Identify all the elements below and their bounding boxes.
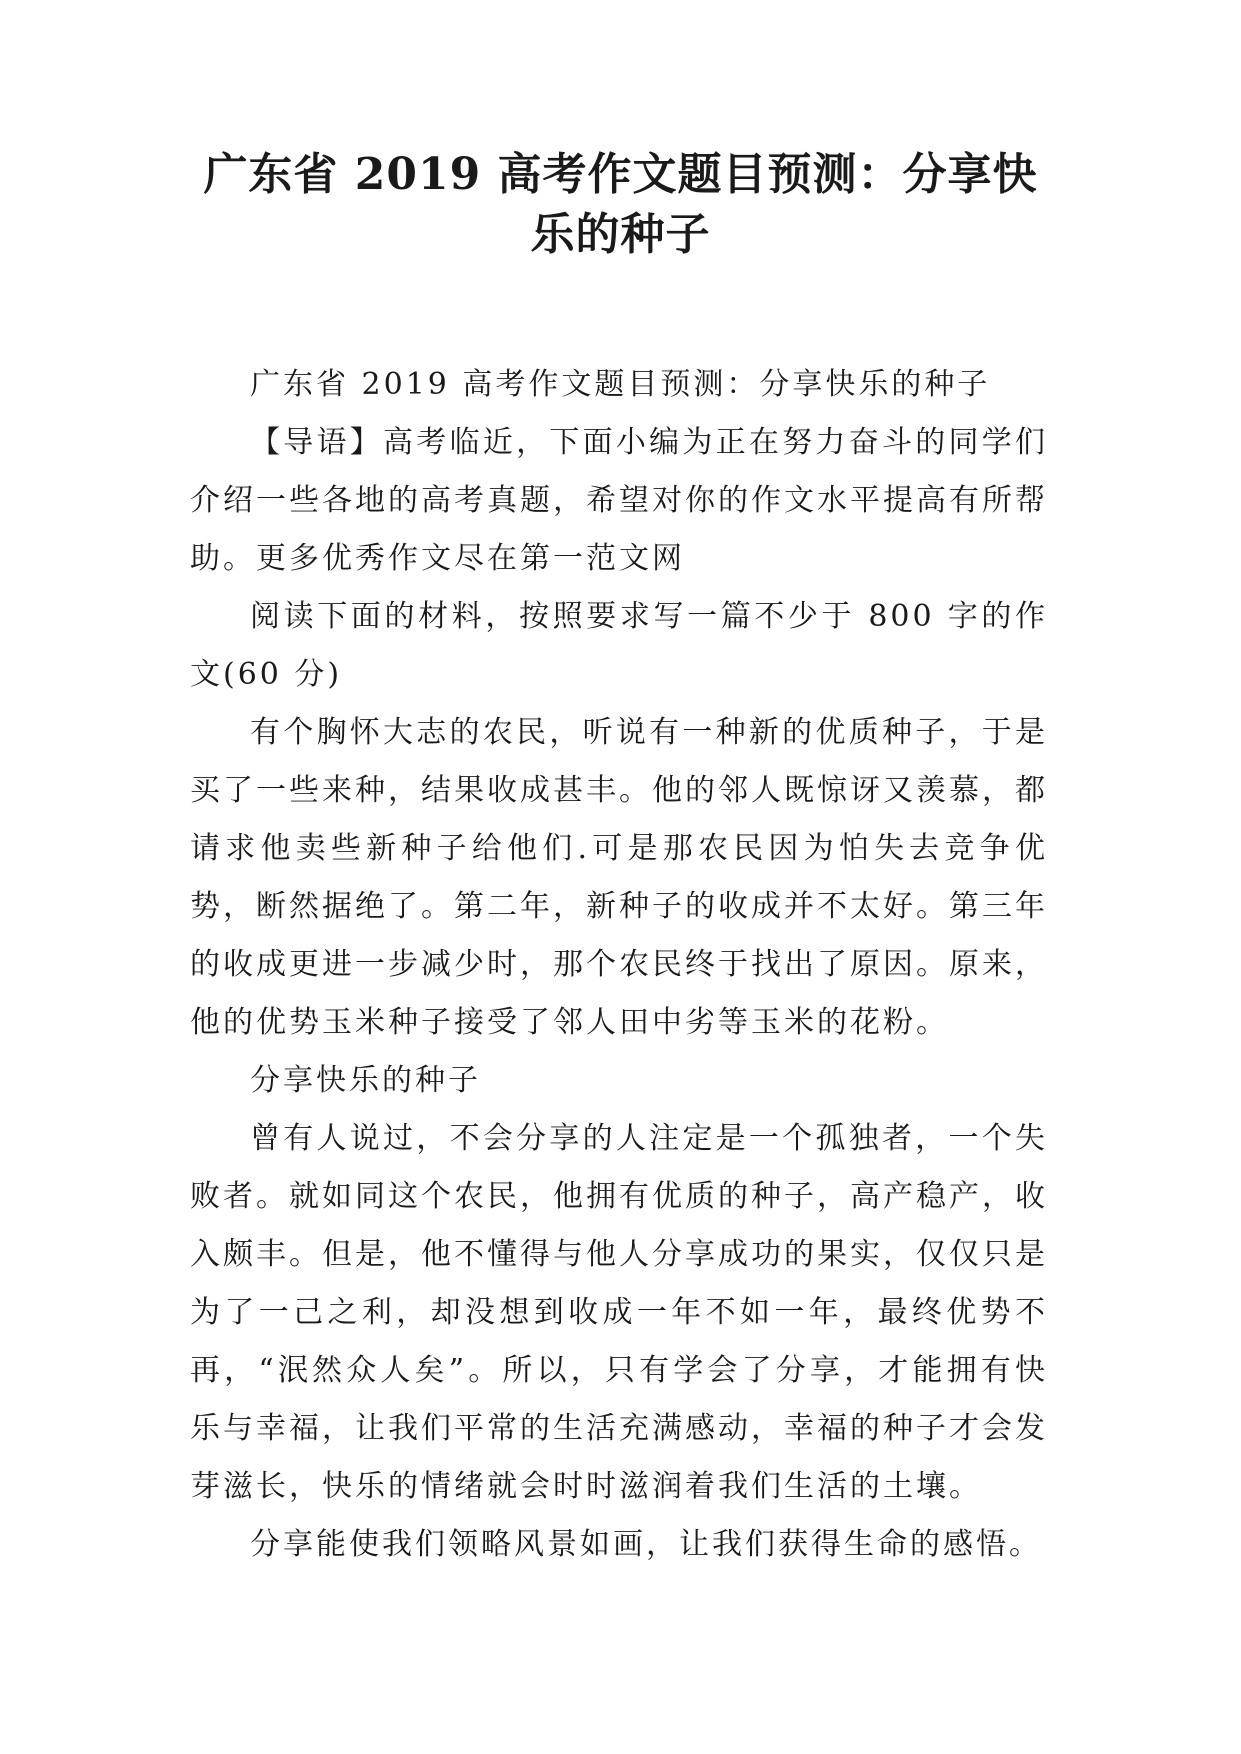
document-body: [190, 356, 1048, 1574]
paragraph-material: 有个胸怀大志的农民，听说有一种新的优质种子，于是买了一些来种，结果收成甚丰。他的邻人既惊讶又羡慕，都请求他卖些新种子给他们.可是那农民因为怕失去竞争优势，断然据绝了。第二年，新种子的收成并不太好。第三年的收成更进一步减少时，那个农民终于找出了原因。原来，他的优势玉米种子接受了邻人田中劣等玉米的花粉。: [190, 715, 1048, 1040]
paragraph-instruction: 阅读下面的材料，按照要求写一篇不少于 800 字的作文(60 分): [190, 599, 1048, 692]
document-title: 广东省 2019 高考作文题目预测：分享快乐的种子: [203, 149, 1038, 260]
paragraph-essay-body-2: 分享能使我们领略风景如画，让我们获得生命的感悟。: [250, 1527, 1042, 1562]
paragraph-intro: 【导语】高考临近，下面小编为正在努力奋斗的同学们介绍一些各地的高考真题，希望对你的作文水平提高有所帮助。更多优秀作文尽在第一范文网: [190, 425, 1048, 576]
paragraph-heading-repeat: 广东省 2019 高考作文题目预测：分享快乐的种子: [250, 367, 991, 402]
paragraph-essay-body-1: 曾有人说过，不会分享的人注定是一个孤独者，一个失败者。就如同这个农民，他拥有优质的种子，高产稳产，收入颇丰。但是，他不懂得与他人分享成功的果实，仅仅只是为了一己之利，却没想到收成一年不如一年，最终优势不再，“泯然众人矣”。所以，只有学会了分享，才能拥有快乐与幸福，让我们平常的生活充满感动，幸福的种子才会发芽滋长，快乐的情绪就会时时滋润着我们生活的土壤。: [190, 1121, 1048, 1504]
paragraph-essay-title: 分享快乐的种子: [250, 1063, 481, 1098]
